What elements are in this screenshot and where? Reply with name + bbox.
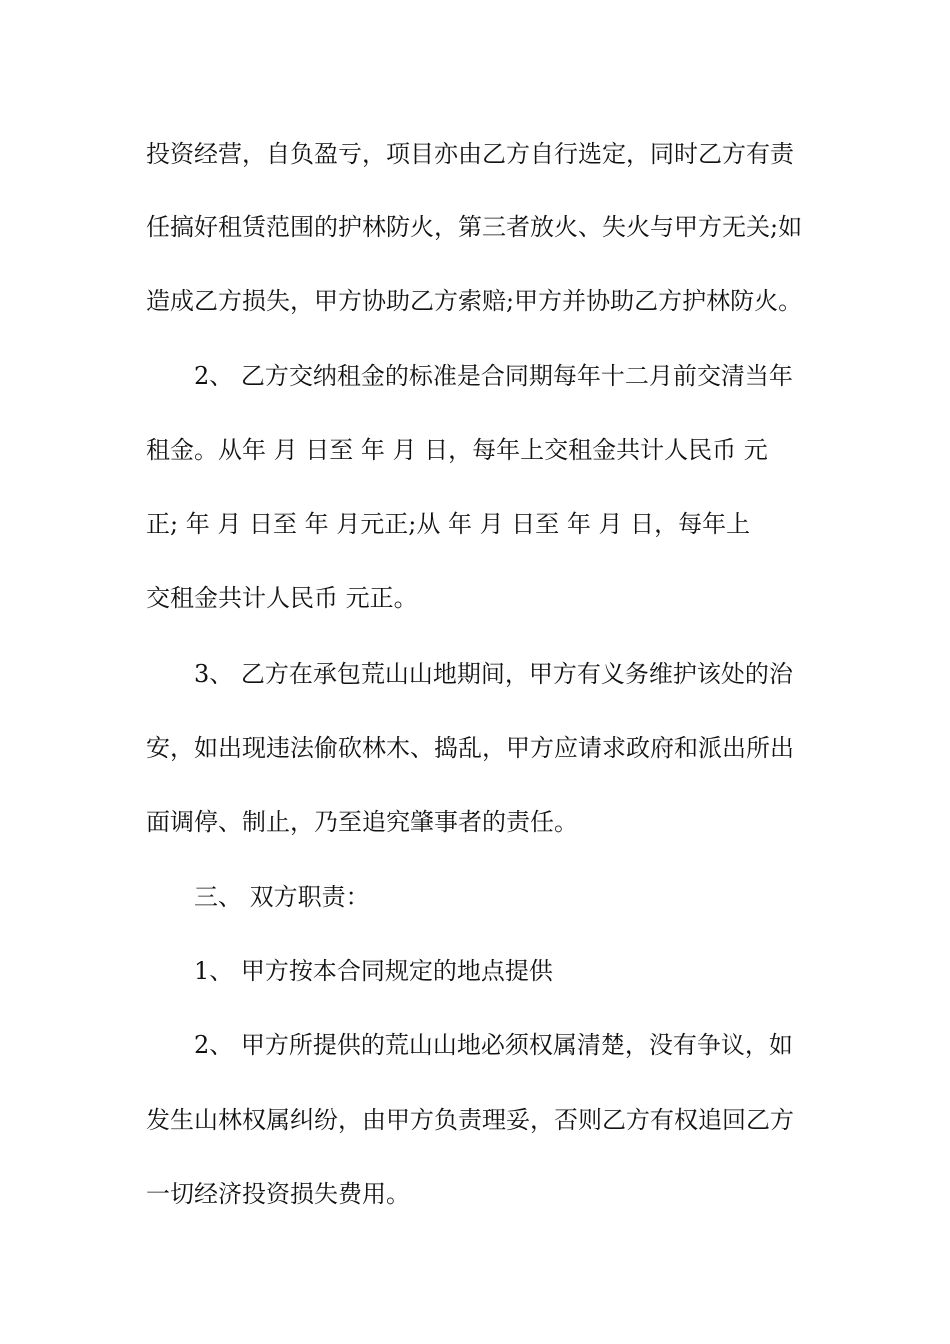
line-text: 一切经济投资损失费用。: [146, 1180, 410, 1208]
line-text: 发生山林权属纠纷，由甲方负责理妥，否则乙方有权追回乙方: [146, 1106, 794, 1134]
body-text-line: [0, 578, 950, 618]
body-text-line: [0, 281, 950, 321]
line-text: 任搞好租赁范围的护林防火，第三者放火、失火与甲方无关;如: [146, 213, 803, 241]
body-text-line: [0, 1100, 950, 1140]
line-text: 三、 双方职责：: [194, 883, 370, 911]
line-text: 2、 甲方所提供的荒山山地必须权属清楚，没有争议，如: [194, 1031, 793, 1059]
section-heading-line: [0, 877, 950, 917]
body-text-line: [0, 1174, 950, 1214]
line-text: 安，如出现违法偷砍林木、捣乱，甲方应请求政府和派出所出: [146, 734, 794, 762]
body-text-line: [0, 134, 950, 174]
line-text: 租金。从年 月 日至 年 月 日，每年上交租金共计人民币 元: [146, 436, 768, 464]
body-text-line: [0, 430, 950, 470]
line-text: 造成乙方损失，甲方协助乙方索赔;甲方并协助乙方护林防火。: [146, 287, 803, 315]
body-text-line: [0, 728, 950, 768]
body-text-line: [0, 951, 950, 991]
body-text-line: [0, 207, 950, 247]
line-text: 1、 甲方按本合同规定的地点提供: [194, 957, 553, 985]
line-text: 正; 年 月 日至 年 月元正;从 年 月 日至 年 月 日，每年上: [146, 510, 751, 538]
line-text: 3、 乙方在承包荒山山地期间，甲方有义务维护该处的治: [194, 660, 793, 688]
line-text: 投资经营，自负盈亏，项目亦由乙方自行选定，同时乙方有责: [146, 140, 794, 168]
body-text-line: [0, 802, 950, 842]
body-text-line: [0, 356, 950, 396]
body-text-line: [0, 1025, 950, 1065]
body-text-line: [0, 504, 950, 544]
body-text-line: [0, 654, 950, 694]
line-text: 面调停、制止，乃至追究肇事者的责任。: [146, 808, 578, 836]
line-text: 2、 乙方交纳租金的标准是合同期每年十二月前交清当年: [194, 362, 793, 390]
line-text: 交租金共计人民币 元正。: [146, 584, 418, 612]
